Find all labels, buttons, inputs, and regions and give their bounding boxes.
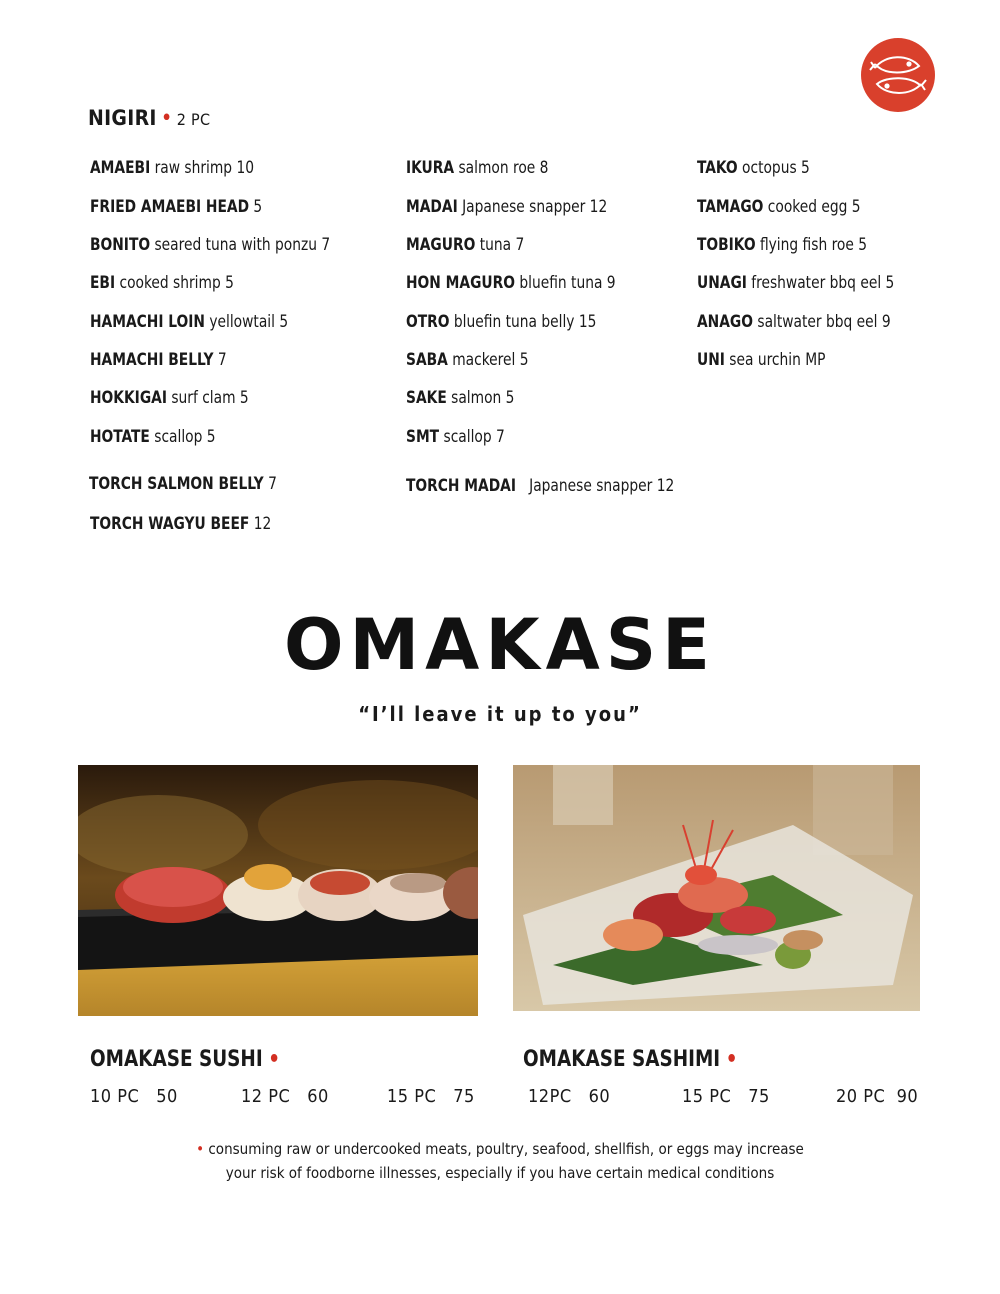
menu-item: HAMACHI BELLY 7 (90, 350, 227, 369)
menu-item: SAKE salmon 5 (406, 388, 515, 407)
menu-item: HOKKIGAI surf clam 5 (90, 388, 249, 407)
menu-item: TORCH WAGYU BEEF 12 (90, 514, 272, 533)
menu-item: TORCH MADAI Japanese snapper 12 (406, 476, 675, 495)
menu-item: FRIED AMAEBI HEAD 5 (90, 197, 263, 216)
bullet-dot-icon: • (196, 1140, 209, 1158)
omakase-sashimi-title: OMAKASE SASHIMI • (523, 1047, 738, 1072)
omakase-sushi-photo (78, 765, 478, 1016)
omakase-sashimi-photo (513, 765, 920, 1011)
menu-item: UNI sea urchin MP (697, 350, 826, 369)
menu-item: TAMAGO cooked egg 5 (697, 197, 861, 216)
twin-fish-logo-icon (861, 38, 935, 112)
omakase-sushi-title: OMAKASE SUSHI • (90, 1047, 281, 1072)
menu-item: EBI cooked shrimp 5 (90, 273, 234, 292)
menu-item: HOTATE scallop 5 (90, 427, 216, 446)
bullet-dot-icon: • (160, 106, 173, 131)
nigiri-subtitle: 2 PC (176, 110, 211, 129)
sushi-price-15pc: 15 PC 75 (387, 1086, 475, 1107)
menu-item: BONITO seared tuna with ponzu 7 (90, 235, 331, 254)
bullet-dot-icon: • (725, 1047, 738, 1072)
sashimi-price-12pc: 12PC 60 (528, 1086, 611, 1107)
nigiri-title: NIGIRI (88, 106, 157, 130)
sashimi-price-20pc: 20 PC 90 (836, 1086, 919, 1107)
menu-item: MADAI Japanese snapper 12 (406, 197, 608, 216)
menu-item: AMAEBI raw shrimp 10 (90, 158, 255, 177)
nigiri-heading (88, 106, 210, 131)
menu-item: HON MAGURO bluefin tuna 9 (406, 273, 616, 292)
menu-item: SABA mackerel 5 (406, 350, 529, 369)
menu-item: HAMACHI LOIN yellowtail 5 (90, 312, 289, 331)
menu-item: TORCH SALMON BELLY 7 (89, 474, 277, 493)
menu-item: UNAGI freshwater bbq eel 5 (697, 273, 895, 292)
menu-item: ANAGO saltwater bbq eel 9 (697, 312, 891, 331)
menu-item: OTRO bluefin tuna belly 15 (406, 312, 597, 331)
menu-item: IKURA salmon roe 8 (406, 158, 549, 177)
menu-item: TOBIKO flying fish roe 5 (697, 235, 868, 254)
sushi-price-10pc: 10 PC 50 (90, 1086, 178, 1107)
sushi-price-12pc: 12 PC 60 (241, 1086, 329, 1107)
menu-item: MAGURO tuna 7 (406, 235, 525, 254)
omakase-tagline: “I’ll leave it up to you” (358, 702, 642, 726)
menu-item: TAKO octopus 5 (697, 158, 810, 177)
menu-item: SMT scallop 7 (406, 427, 505, 446)
bullet-dot-icon: • (268, 1047, 281, 1072)
omakase-title: OMAKASE (284, 604, 716, 686)
health-disclaimer-line1: • consuming raw or undercooked meats, poultry, seafood, shellfish, or eggs may increase (196, 1140, 804, 1158)
health-disclaimer-line2: your risk of foodborne illnesses, especially if you have certain medical conditions (225, 1164, 775, 1182)
sashimi-price-15pc: 15 PC 75 (682, 1086, 770, 1107)
